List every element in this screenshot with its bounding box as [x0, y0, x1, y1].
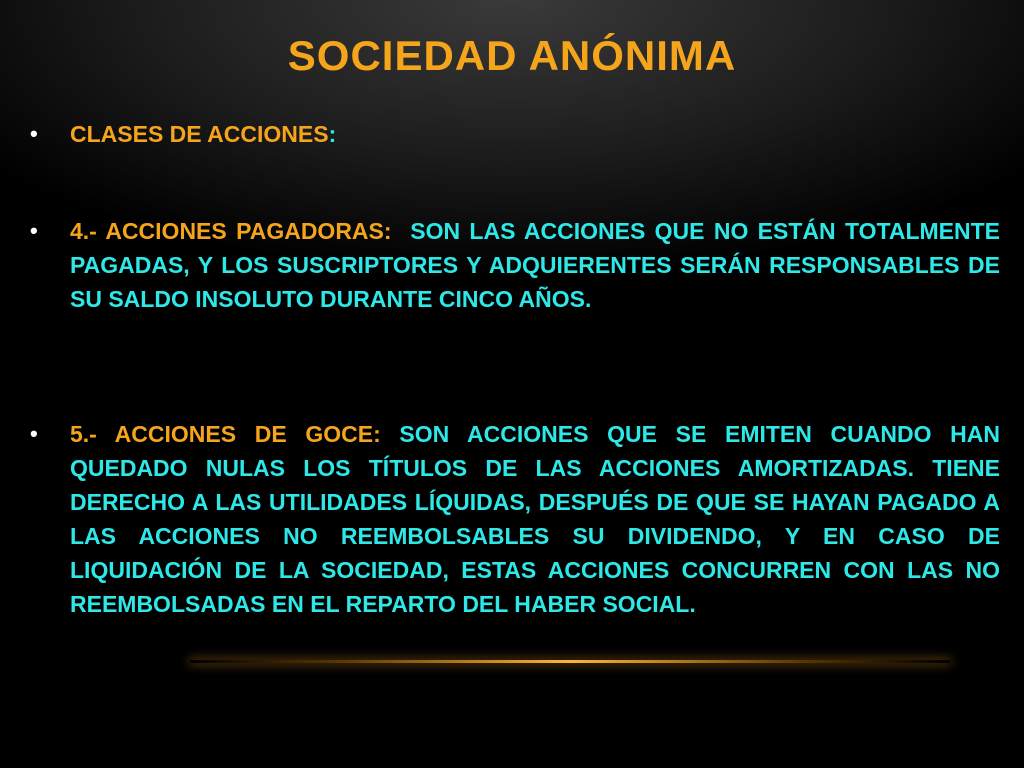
- bullet-separator: :: [328, 121, 337, 147]
- bullet-label: CLASES DE ACCIONES: [70, 121, 329, 147]
- bullet-marker: •: [30, 421, 38, 446]
- bullet-item-clases: [30, 117, 1000, 151]
- bullet-text: SON LAS ACCIONES QUE NO ESTÁN TOTALMENTE PAGADAS, Y LOS SUSCRIPTORES Y ADQUIERENTES SERÁN RESPONSABLES DE SU SALDO INSOLUTO DURANTE CINCO AÑOS.: [70, 218, 1000, 312]
- accent-glow-line: [190, 660, 950, 663]
- slide-title: SOCIEDAD ANÓNIMA: [287, 32, 737, 79]
- bullet-marker: •: [30, 121, 38, 146]
- bullet-marker: •: [30, 218, 38, 243]
- bullet-label: 4.- ACCIONES PAGADORAS:: [70, 218, 392, 244]
- bullet-item-acciones-pagadoras: [30, 214, 1000, 316]
- bullet-item-acciones-de-goce: [30, 417, 1000, 621]
- bullet-label: 5.- ACCIONES DE GOCE:: [70, 421, 381, 447]
- bullet-text: SON ACCIONES QUE SE EMITEN CUANDO HAN QUEDADO NULAS LOS TÍTULOS DE LAS ACCIONES AMORTIZADAS. TIENE DERECHO A LAS UTILIDADES LÍQUIDAS, DESPUÉS DE QUE SE HAYAN PAGADO A LAS ACCIONES NO REEMBOLSABLES SU DIVIDENDO, Y EN CASO DE LIQUIDACIÓN DE LA SOCIEDAD, ESTAS ACCIONES CONCURREN CON LAS NO REEMBOLSADAS EN EL REPARTO DEL HABER SOCIAL.: [70, 421, 1000, 617]
